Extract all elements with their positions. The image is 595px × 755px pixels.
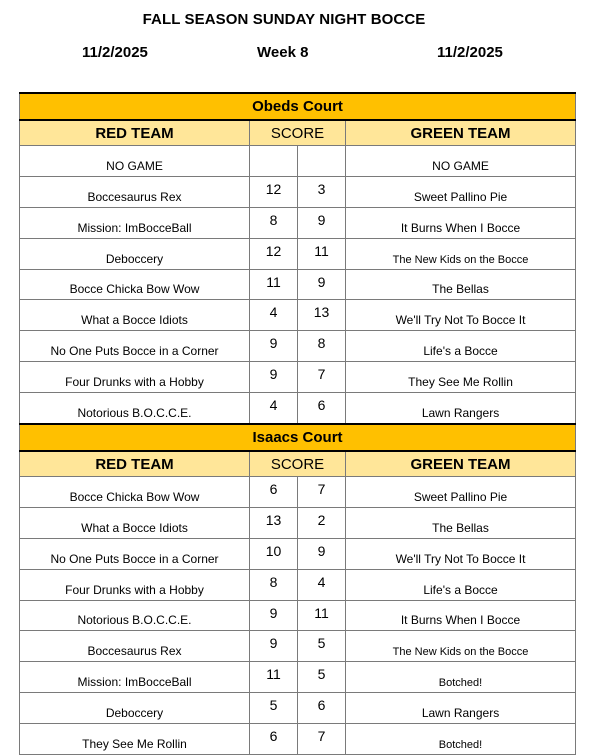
score-header: SCORE [250,451,346,477]
schedule-body [20,93,576,755]
green-team-cell: Lawn Rangers [346,693,576,724]
game-row [20,507,576,538]
green-score-cell: 2 [298,507,346,538]
red-score-cell: 13 [250,507,298,538]
red-score-cell: 10 [250,538,298,569]
red-score-cell: 6 [250,477,298,508]
green-score-cell: 3 [298,176,346,207]
red-team-cell: No One Puts Bocce in a Corner [20,331,250,362]
green-score-cell: 11 [298,600,346,631]
green-score-cell [298,146,346,177]
game-row [20,662,576,693]
green-score-cell: 9 [298,269,346,300]
green-team-cell: Life's a Bocce [346,331,576,362]
green-team-cell: Botched! [346,724,576,755]
date-right: 11/2/2025 [437,44,503,61]
green-score-cell: 6 [298,693,346,724]
green-team-cell: It Burns When I Bocce [346,207,576,238]
game-row [20,300,576,331]
green-team-cell: Life's a Bocce [346,569,576,600]
game-row [20,477,576,508]
green-team-cell: Lawn Rangers [346,393,576,424]
red-team-cell: Bocce Chicka Bow Wow [20,477,250,508]
court-name: Obeds Court [20,93,576,120]
game-row [20,269,576,300]
red-team-cell: NO GAME [20,146,250,177]
green-score-cell: 5 [298,631,346,662]
column-header-row [20,451,576,477]
page-title: FALL SEASON SUNDAY NIGHT BOCCE [142,11,426,28]
red-team-cell: They See Me Rollin [20,724,250,755]
green-score-cell: 7 [298,724,346,755]
green-team-header: GREEN TEAM [346,451,576,477]
red-team-cell: Four Drunks with a Hobby [20,362,250,393]
red-team-header: RED TEAM [20,451,250,477]
green-score-cell: 5 [298,662,346,693]
red-team-cell: Mission: ImBocceBall [20,662,250,693]
game-row [20,331,576,362]
green-team-cell: They See Me Rollin [346,362,576,393]
green-team-cell: NO GAME [346,146,576,177]
game-row [20,569,576,600]
red-score-cell: 11 [250,269,298,300]
green-team-cell: Botched! [346,662,576,693]
green-score-cell: 13 [298,300,346,331]
column-header-row [20,120,576,146]
green-team-cell: We'll Try Not To Bocce It [346,300,576,331]
green-team-cell: The Bellas [346,507,576,538]
red-team-cell: Mission: ImBocceBall [20,207,250,238]
red-score-cell: 4 [250,300,298,331]
red-team-header: RED TEAM [20,120,250,146]
green-team-cell: It Burns When I Bocce [346,600,576,631]
red-score-cell: 12 [250,176,298,207]
green-team-cell: Sweet Pallino Pie [346,477,576,508]
red-score-cell: 8 [250,207,298,238]
red-score-cell: 9 [250,600,298,631]
green-score-cell: 7 [298,477,346,508]
red-team-cell: Notorious B.O.C.C.E. [20,393,250,424]
game-row [20,207,576,238]
date-left: 11/2/2025 [82,44,148,61]
score-header: SCORE [250,120,346,146]
court-header-row [20,424,576,451]
red-score-cell: 9 [250,631,298,662]
red-team-cell: No One Puts Bocce in a Corner [20,538,250,569]
week-label: Week 8 [257,44,309,61]
game-row [20,393,576,424]
green-team-cell: The New Kids on the Bocce [346,238,576,269]
green-team-cell: Sweet Pallino Pie [346,176,576,207]
green-score-cell: 4 [298,569,346,600]
red-team-cell: Four Drunks with a Hobby [20,569,250,600]
game-row [20,631,576,662]
court-header-row [20,93,576,120]
red-team-cell: Bocce Chicka Bow Wow [20,269,250,300]
game-row [20,600,576,631]
red-team-cell: Deboccery [20,238,250,269]
green-score-cell: 8 [298,331,346,362]
red-team-cell: What a Bocce Idiots [20,300,250,331]
game-row [20,146,576,177]
red-team-cell: Boccesaurus Rex [20,176,250,207]
red-score-cell: 11 [250,662,298,693]
green-team-header: GREEN TEAM [346,120,576,146]
red-score-cell: 5 [250,693,298,724]
red-score-cell: 8 [250,569,298,600]
game-row [20,538,576,569]
game-row [20,176,576,207]
game-row [20,724,576,755]
red-score-cell: 6 [250,724,298,755]
game-row [20,238,576,269]
red-score-cell [250,146,298,177]
red-team-cell: Deboccery [20,693,250,724]
green-team-cell: We'll Try Not To Bocce It [346,538,576,569]
red-score-cell: 12 [250,238,298,269]
green-score-cell: 11 [298,238,346,269]
red-score-cell: 9 [250,331,298,362]
green-score-cell: 6 [298,393,346,424]
schedule-table [19,92,576,755]
game-row [20,693,576,724]
red-team-cell: What a Bocce Idiots [20,507,250,538]
green-team-cell: The Bellas [346,269,576,300]
court-name: Isaacs Court [20,424,576,451]
green-score-cell: 7 [298,362,346,393]
game-row [20,362,576,393]
red-team-cell: Boccesaurus Rex [20,631,250,662]
red-score-cell: 9 [250,362,298,393]
green-score-cell: 9 [298,538,346,569]
red-score-cell: 4 [250,393,298,424]
red-team-cell: Notorious B.O.C.C.E. [20,600,250,631]
green-team-cell: The New Kids on the Bocce [346,631,576,662]
green-score-cell: 9 [298,207,346,238]
